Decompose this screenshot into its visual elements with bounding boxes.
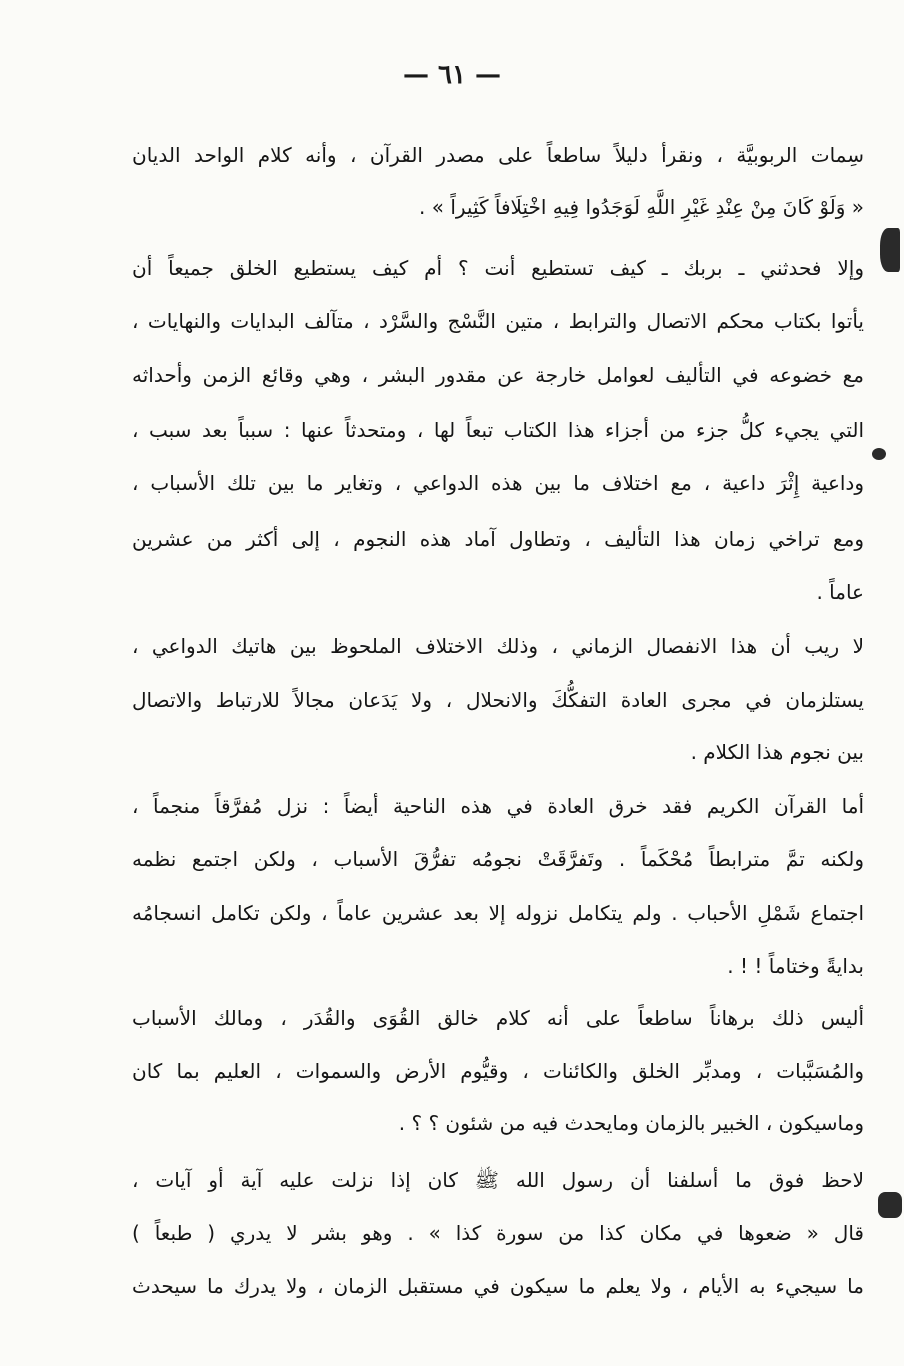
text-line: وداعية إِثْرَ داعية ، مع اختلاف ما بين هذه الدواعي ، وتغاير ما بين تلك الأسباب ، [132,471,864,495]
text-line: وماسيكون ، الخبير بالزمان ومايحدث فيه من شئون ؟ ؟ . [398,1111,864,1135]
text-line: أليس ذلك برهاناً ساطعاً على أنه كلام خالق القُوَى والقُدَر ، ومالك الأسباب [132,1006,864,1030]
text-line: لا ريب أن هذا الانفصال الزماني ، وذلك الاختلاف الملحوظ بين هاتيك الدواعي ، [132,634,864,658]
text-line: التي يجيء كلُّ جزء من أجزاء هذا الكتاب تبعاً لها ، ومتحدثاً عنها : سبباً بعد سبب ، [132,418,864,442]
text-line: سِمات الربوبيَّة ، ونقرأ دليلاً ساطعاً على مصدر القرآن ، وأنه كلام الواحد الديان [132,143,864,167]
text-line: أما القرآن الكريم فقد خرق العادة في هذه الناحية أيضاً : نزل مُفرَّقاً منجماً ، [132,794,864,818]
text-line: يأتوا بكتاب محكم الاتصال والترابط ، متين النَّسْج والسَّرْد ، متآلف البدايات والنهايات ، [132,309,864,333]
page-number: — ٦١ — [402,60,502,90]
text-line: « وَلَوْ كَانَ مِنْ عِنْدِ غَيْرِ اللَّهِ لَوَجَدُوا فِيهِ اخْتِلَافاً كَثِيراً » . [419,195,864,219]
text-line: والمُسَبَّبات ، ومدبِّر الخلق والكائنات ، وقيُّوم الأرض والسموات ، العليم بما كان [132,1059,864,1083]
scan-speck [878,1192,902,1218]
text-line: بدايةً وختاماً ! ! . [727,954,864,978]
text-line: قال « ضعوها في مكان كذا من سورة كذا » . وهو بشر لا يدري ( طبعاً ) [132,1221,864,1245]
text-line: يستلزمان في مجرى العادة التفكُّكَ والانحلال ، ولا يَدَعان مجالاً للارتباط والاتصال [132,688,864,712]
text-line: ومع تراخي زمان هذا التأليف ، وتطاول آماد هذه النجوم ، إلى أكثر من عشرين [132,527,864,551]
text-line: وإلا فحدثني ـ بربك ـ كيف تستطيع أنت ؟ أم كيف يستطيع الخلق جميعاً أن [132,256,864,280]
text-line: مع خضوعه في التأليف لعوامل خارجة عن مقدور البشر ، وهي وقائع الزمن وأحداثه [132,363,864,387]
text-line: بين نجوم هذا الكلام . [690,740,864,764]
text-line: ما سيجيء به الأيام ، ولا يعلم ما سيكون في مستقبل الزمان ، ولا يدرك ما سيحدث [132,1274,864,1298]
scan-speck [872,448,886,460]
text-line: لاحظ فوق ما أسلفنا أن رسول الله ﷺ كان إذا نزلت عليه آية أو آيات ، [132,1168,864,1192]
scan-speck [880,228,900,272]
text-line: اجتماع شَمْلِ الأحباب . ولم يتكامل نزوله إلا بعد عشرين عاماً ، ولكن تكامل انسجامُه [132,901,864,925]
text-line: ولكنه تمَّ مترابطاً مُحْكَماً . وتَفرَّقَتْ نجومُه تفرُّقَ الأسباب ، ولكن اجتمع نظمه [132,847,864,871]
text-line: عاماً . [816,580,864,604]
